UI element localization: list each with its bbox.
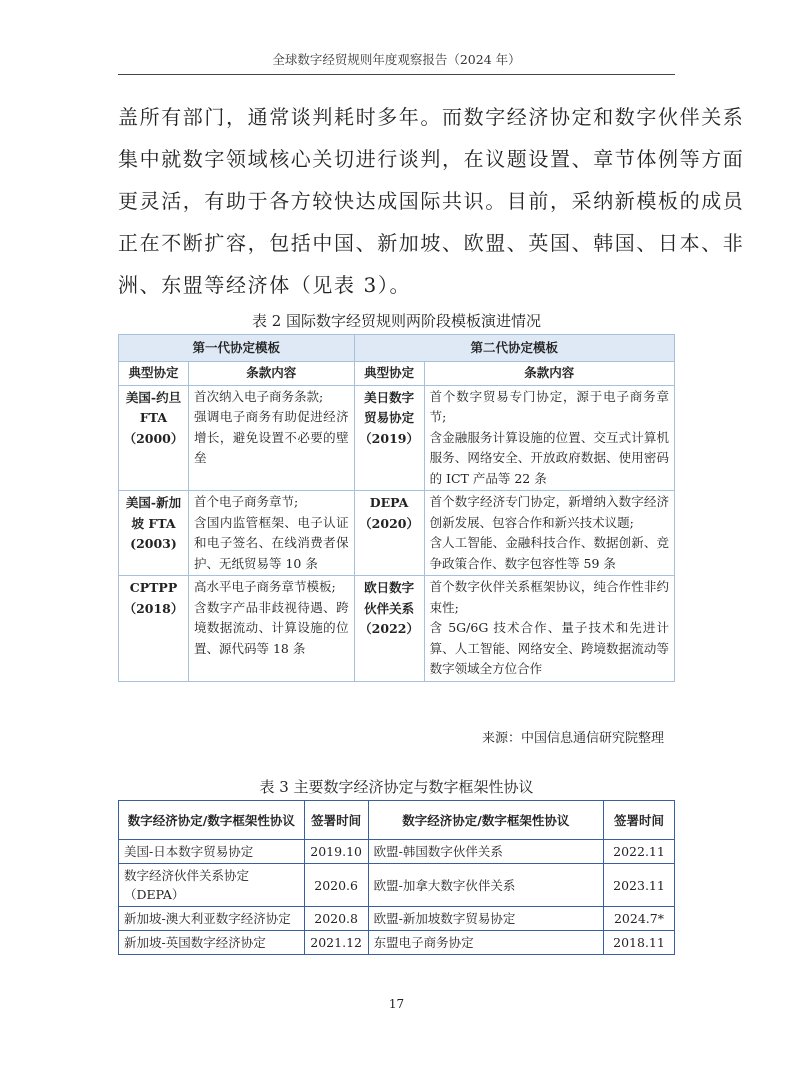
paragraph-line: 正在不断扩容，包括中国、新加坡、欧盟、英国、韩国、日本、非: [118, 231, 745, 255]
content-cell: [188, 576, 354, 682]
agreement-name: 美国-日本数字贸易协定: [119, 840, 305, 864]
col-date-header: 签署时间: [603, 801, 674, 840]
sign-date: 2020.8: [304, 907, 368, 931]
agreement-cell: DEPA（2020）: [354, 491, 424, 576]
table-row: [119, 907, 675, 931]
content-cell: [424, 385, 674, 491]
table-row: [119, 840, 675, 864]
page-number: 17: [388, 997, 405, 1011]
paragraph-line: 集中就数字领域核心关切进行谈判，在议题设置、章节体例等方面: [118, 147, 745, 171]
body-paragraph: [118, 96, 745, 306]
col-content-header: 条款内容: [424, 362, 674, 386]
agreement-name: 数字经济伙伴关系协定（DEPA）: [119, 864, 305, 907]
agreement-name: 新加坡-英国数字经济协定: [119, 931, 305, 955]
content-cell: [424, 576, 674, 682]
table-row: [119, 491, 675, 576]
sign-date: 2021.12: [304, 931, 368, 955]
sign-date: 2022.11: [603, 840, 674, 864]
content-item: 含 5G/6G 技术合作、量子技术和先进计算、人工智能、网络安全、跨境数据流动等数字领域全方位合作: [429, 620, 669, 676]
col-agreement-header: 典型协定: [119, 362, 189, 386]
col-content-header: 条款内容: [188, 362, 354, 386]
content-item: 首个数字伙伴关系框架协议，纯合作性非约束性;: [429, 579, 669, 615]
content-item: 含金融服务计算设施的位置、交互式计算机服务、网络安全、开放政府数据、使用密码的 ICT 产品等 22 条: [429, 429, 669, 486]
running-header: 全球数字经贸规则年度观察报告（2024 年）: [118, 50, 675, 75]
sign-date: 2020.6: [304, 864, 368, 907]
col-name-header: 数字经济协定/数字框架性协议: [368, 801, 603, 840]
sign-date: 2024.7*: [603, 907, 674, 931]
gen1-header: 第一代协定模板: [119, 335, 355, 362]
agreement-cell: CPTPP（2018）: [119, 576, 189, 682]
agreement-name: 欧盟-韩国数字伙伴关系: [368, 840, 603, 864]
sign-date: 2023.11: [603, 864, 674, 907]
sign-date: 2019.10: [304, 840, 368, 864]
template-evolution-table: [118, 334, 675, 682]
agreement-name: 欧盟-新加坡数字贸易协定: [368, 907, 603, 931]
col-name-header: 数字经济协定/数字框架性协议: [119, 801, 305, 840]
table3-caption: 表 3 主要数字经济协定与数字框架性协议: [259, 778, 534, 796]
agreement-cell: 美日数字贸易协定（2019）: [354, 385, 424, 491]
paragraph-line: 洲、东盟等经济体（见表 3）。: [118, 273, 412, 297]
table-row: [119, 931, 675, 955]
agreement-cell: 欧日数字伙伴关系（2022）: [354, 576, 424, 682]
content-item: 首个数字经济专门协定，新增纳入数字经济创新发展、包容合作和新兴技术议题;: [429, 494, 669, 530]
digital-agreements-table: [118, 800, 675, 955]
content-cell: [188, 491, 354, 576]
table-row: [119, 864, 675, 907]
content-item: 首次纳入电子商务条款;: [193, 388, 324, 404]
col-agreement-header: 典型协定: [354, 362, 424, 386]
content-item: 含国内监管框架、电子认证和电子签名、在线消费者保护、无纸贸易等 10 条: [193, 514, 349, 571]
agreement-cell: 美国-新加坡 FTA (2003): [119, 491, 189, 576]
content-item: 首个电子商务章节;: [193, 494, 299, 509]
agreement-name: 东盟电子商务协定: [368, 931, 603, 955]
content-item: 首个数字贸易专门协定，源于电子商务章节;: [429, 388, 669, 424]
sign-date: 2018.11: [603, 931, 674, 955]
table-row: [119, 385, 675, 491]
content-item: 含数字产品非歧视待遇、跨境数据流动、计算设施的位置、源代码等 18 条: [193, 599, 349, 656]
table2-source: 来源：中国信息通信研究院整理: [481, 731, 664, 746]
content-cell: [188, 385, 354, 491]
agreement-cell: 美国-约旦 FTA（2000）: [119, 385, 189, 491]
content-cell: [424, 491, 674, 576]
paragraph-line: 盖所有部门，通常谈判耗时多年。而数字经济协定和数字伙伴关系: [118, 105, 745, 129]
col-date-header: 签署时间: [304, 801, 368, 840]
table-row: [119, 576, 675, 682]
agreement-name: 欧盟-加拿大数字伙伴关系: [368, 864, 603, 907]
gen2-header: 第二代协定模板: [354, 335, 674, 362]
content-item: 含人工智能、金融科技合作、数据创新、竞争政策合作、数字包容性等 59 条: [429, 535, 669, 571]
content-item: 高水平电子商务章节模板;: [193, 579, 336, 594]
table2-caption: 表 2 国际数字经贸规则两阶段模板演进情况: [251, 312, 542, 330]
content-item: 强调电子商务有助促进经济增长，避免设置不必要的壁垒: [193, 409, 349, 465]
agreement-name: 新加坡-澳大利亚数字经济协定: [119, 907, 305, 931]
paragraph-line: 更灵活，有助于各方较快达成国际共识。目前，采纳新模板的成员: [118, 189, 745, 213]
